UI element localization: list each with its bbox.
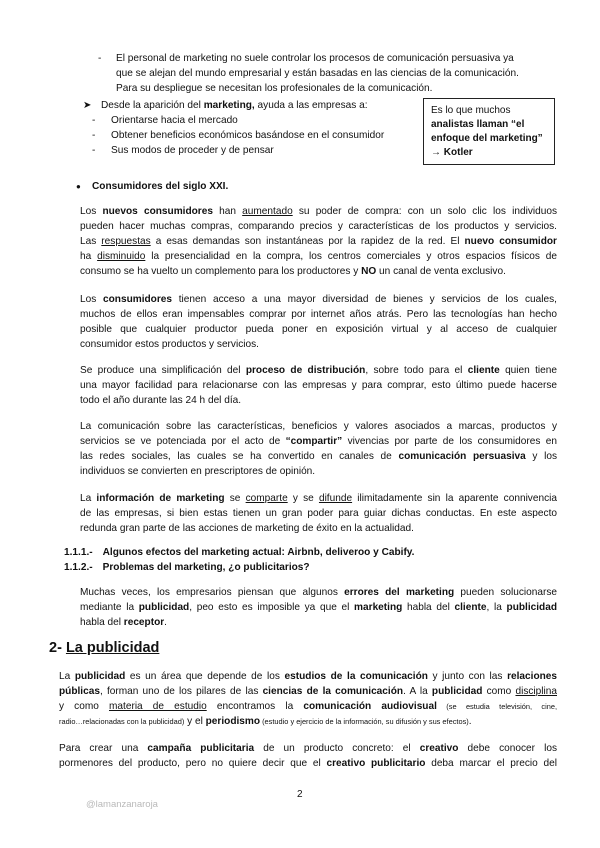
list-item: - Orientarse hacia el mercado — [92, 115, 238, 126]
list-item: - Sus modos de proceder y de pensar — [92, 145, 274, 157]
paragraph: La información de marketing se comparte y se difunde ilimitadamente sin la aparente connivencia de las empresas, si bien estas tienen un gran poder para guiar dichas conductas. En este aspecto redunda gran parte de las acciones de marketing de éxito en la actualidad. — [80, 493, 557, 535]
paragraph: Muchas veces, los empresarios piensan que algunos errores del marketing pueden solucionarse mediante la publicidad, peo esto es imposible ya que el marketing habla del cliente, la publicidad habla del receptor. — [80, 587, 557, 629]
dash-marker: - — [98, 53, 102, 64]
bullet-dot-icon: ● — [76, 182, 81, 191]
arrow-bullet-icon: ➤ — [83, 100, 92, 111]
section-bullet: ● Consumidores del siglo XXI. — [76, 179, 228, 194]
paragraph: Para crear una campaña publicitaria de un producto concreto: el creativo debe conocer los pormenores del producto, pero no quiere decir que el creativo publicitario deba marcar el precio del — [59, 743, 558, 770]
paragraph: Los nuevos consumidores han aumentado su poder de compra: con un solo clic los individuos pueden hacer muchas compras, comparando precios y características de los productos y servicios. Las respuestas a esas demandas son instantáneas por la rapidez de la red. El nuevo consumidor ha disminuido la presencialidad en la compra, los centros comerciales y otros espacios físicos de consumo se ha vuelto un complemento para los productores y NO un canal de venta exclusivo. — [80, 206, 557, 278]
subsection-heading: 1.1.2.- Problemas del marketing, ¿o publicitarios? — [64, 562, 310, 573]
intro-dash-item — [98, 51, 558, 96]
list-item: - Obtener beneficios económicos basándose en el consumidor — [92, 130, 385, 142]
right-arrow-icon: → — [431, 147, 441, 158]
section-heading: 2- La publicidad — [49, 640, 160, 656]
text-line: Para su despliegue se necesitan los profesionales de la comunicación. — [116, 83, 433, 95]
watermark-text: @lamanzanaroja — [86, 799, 158, 810]
text-line: El personal de marketing no suele controlar los procesos de comunicación persuasiva ya — [116, 53, 514, 64]
paragraph: La publicidad es un área que depende de los estudios de la comunicación y junto con las relaciones públicas, forman uno de los pilares de las ciencias de la comunicación. A la publicidad como disciplina y como materia de estudio encontramos la comunicación audiovisual (se estudia televisión, cine, radio…relacionadas con la publicidad) y el periodismo (estudio y ejercicio de la información, su difusión y sus efectos). — [59, 671, 558, 728]
kotler-note-box: Es lo que muchos analistas llaman “el enfoque del marketing” → Kotler — [423, 98, 555, 165]
sub-list — [92, 113, 422, 158]
subsection-heading: 1.1.1.- Algunos efectos del marketing actual: Airbnb, deliveroo y Cabify. — [64, 547, 415, 558]
paragraph: La comunicación sobre las características, beneficios y valores asociados a marcas, productos y servicios se ve potenciada por el acto de “compartir” vivencias por parte de los consumidores en las redes sociales, las cuales se ha convertido en canales de comunicación persuasiva y los individuos se convierten en prescriptores de opinión. — [80, 421, 558, 478]
page-number: 2 — [297, 789, 303, 800]
text-line: que se alejan del mundo empresarial y están basadas en las ciencias de la comunicación. — [116, 68, 519, 80]
paragraph: Los consumidores tienen acceso a una mayor diversidad de bienes y servicios de los cuales, muchos de ellos eran impensables comprar por internet años atrás. Pero las tecnologías han hecho posible que cualquier productor pueda poner en exposición virtual y al acceso de cualquier consumidor estos productos y servicios. — [80, 294, 557, 351]
paragraph: Se produce una simplificación del proceso de distribución, sobre todo para el cliente quien tiene una mayor facilidad para relacionarse con las empresas y para comprar, esto último puede hacerse todo el año durante las 24 h del día. — [80, 365, 557, 407]
arrow-list-item: ➤ Desde la aparición del marketing, ayuda a las empresas a: — [83, 98, 423, 113]
